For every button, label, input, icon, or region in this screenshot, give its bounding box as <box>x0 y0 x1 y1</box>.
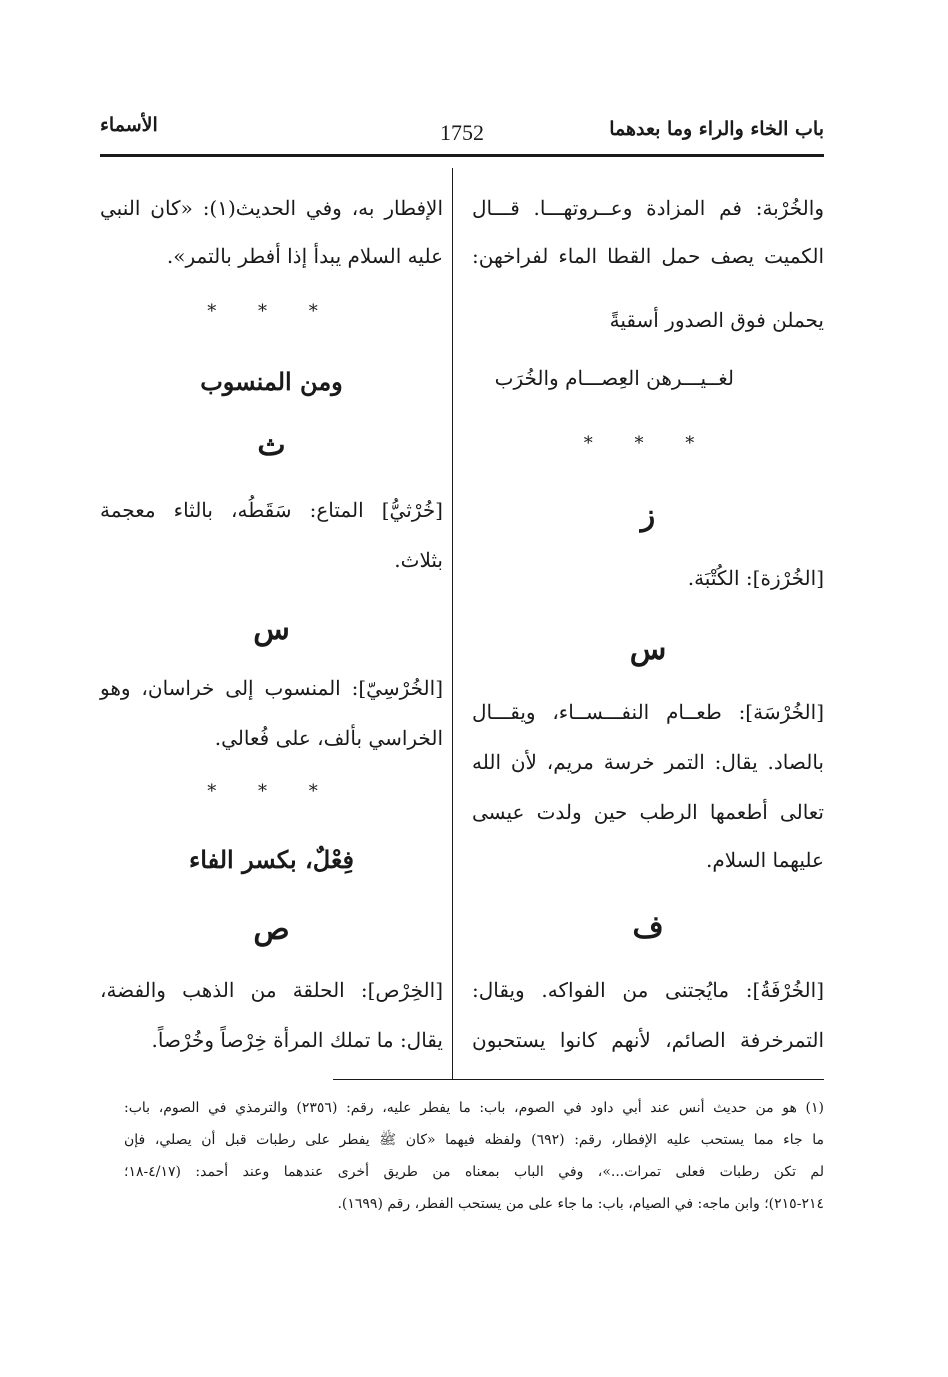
footnote-line-4: ٢١٤-٢١٥)؛ وابن ماجه: في الصيام، باب: ما جاء على من يستحب الفطر، رقم (١٦٩٩). <box>337 1196 824 1212</box>
running-header-section: الأسماء <box>100 114 158 136</box>
letter-heading-sad: ص <box>253 912 290 947</box>
entry-khurthi-line-2: بثلاث. <box>394 548 443 572</box>
footnote-line-3: لم تكن رطبات فعلى تمرات...»، وفي الباب بمعناه من طريق أخرى عندهما وعند أحمد: (٤/١٧-١٨؛ <box>124 1164 824 1180</box>
section-heading-mansub: ومن المنسوب <box>200 367 343 396</box>
letter-heading-tha: ث <box>257 428 286 463</box>
entry-khurba-line-1: والخُرْبة: فم المزادة وعــروتهـــا. قـــال <box>472 196 824 220</box>
entry-khursa-line-1: [الخُرْسَة]: طعــام النفـــســاء، ويقـــال <box>472 700 824 724</box>
letter-heading-sin: س <box>629 632 667 667</box>
poem-verse-1: يحملن فوق الصدور أسقيةً <box>609 308 824 332</box>
section-divider-stars: * * * <box>207 781 336 802</box>
running-header-chapter: باب الخاء والراء وما بعدهما <box>609 118 824 140</box>
entry-continuation-line-2: عليه السلام يبدأ إذا أفطر بالتمر». <box>166 244 443 268</box>
entry-khirs-line-1: [الخِرْص]: الحلقة من الذهب والفضة، <box>100 978 443 1002</box>
entry-khurba-line-2: الكميت يصف حمل القطا الماء لفراخهن: <box>472 244 824 268</box>
column-divider <box>452 168 453 1080</box>
footnote-rule <box>333 1079 824 1080</box>
entry-khursa-line-4: عليهما السلام. <box>706 848 824 872</box>
footnote-line-1: (١) هو من حديث أنس عند أبي داود في الصوم، باب: ما يفطر عليه، رقم: (٢٣٥٦) والترمذي في الصوم، باب: <box>124 1100 824 1116</box>
entry-continuation-line-1: الإفطار به، وفي الحديث(١): «كان النبي <box>100 196 444 220</box>
entry-khursi-line-1: [الخُرْسِيّ]: المنسوب إلى خراسان، وهو <box>100 676 443 700</box>
footnote-line-2: ما جاء مما يستحب عليه الإفطار، رقم: (٦٩٢) ولفظه فيهما «كان ﷺ يفطر على رطبات قبل أن يصلي، فإن <box>124 1132 825 1148</box>
page-number: 1752 <box>440 120 484 145</box>
entry-khursi-line-2: الخراسي بألف، على فُعالي. <box>214 726 443 750</box>
entry-khirs-line-2: يقال: ما تملك المرأة خِرْصاً وخُرْصاً. <box>151 1028 443 1052</box>
entry-khurza: [الخُرْزة]: الكُتْبَة. <box>687 566 824 590</box>
entry-khurthi-line-1: [خُرْثيُّ] المتاع: سَقَطُه، بالثاء معجمة <box>100 498 443 522</box>
entry-khursa-line-2: بالصاد. يقال: التمر خرسة مريم، لأن الله <box>472 750 824 774</box>
letter-heading-fa: ف <box>632 910 664 945</box>
letter-heading-sin: س <box>253 612 290 647</box>
section-heading-fil: فِعْلٌ، بكسر الفاء <box>189 845 354 874</box>
section-divider-stars: * * * <box>207 301 336 322</box>
entry-khurfa-line-1: [الخُرْفَةُ]: مايُجتنى من الفواكه. ويقال: <box>472 978 824 1002</box>
letter-heading-zay: ز <box>640 498 656 533</box>
poem-verse-2: لغــيـــرهن العِصـــام والخُرَب <box>494 366 734 390</box>
section-divider-stars: * * * <box>583 433 713 454</box>
entry-khursa-line-3: تعالى أطعمها الرطب حين ولدت عيسى <box>472 800 824 824</box>
header-rule <box>100 154 824 157</box>
entry-khurfa-line-2: التمرخرفة الصائم، لأنهم كانوا يستحبون <box>472 1028 824 1052</box>
